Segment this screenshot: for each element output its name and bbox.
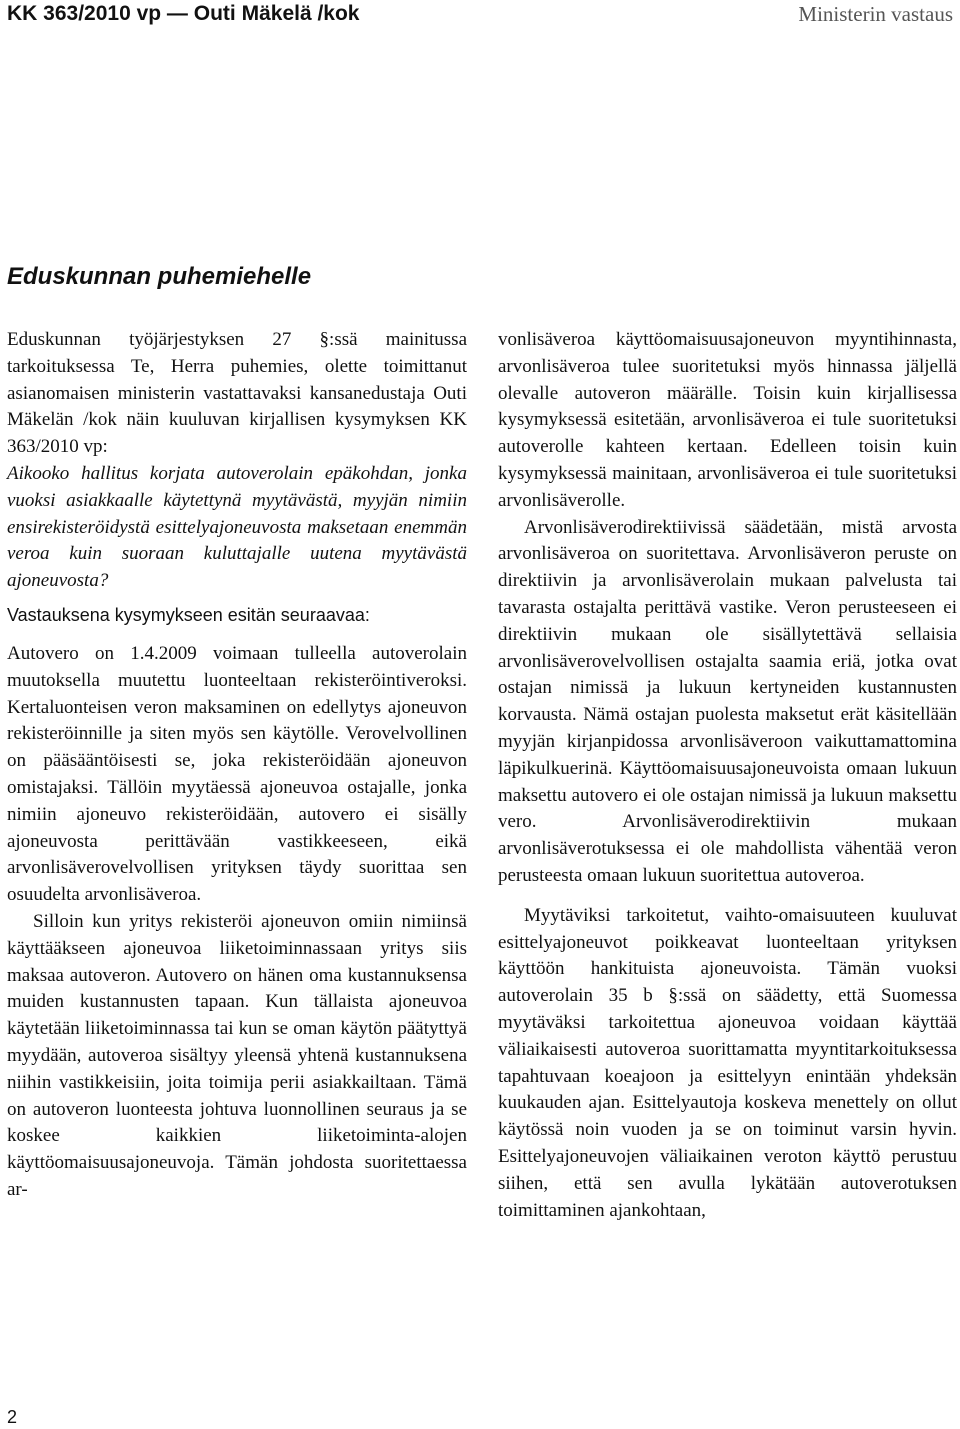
intro-paragraph: Eduskunnan työjärjestyksen 27 §:ssä mainitussa tarkoituksessa Te, Herra puhemies, olette toimittanut asianomaisen ministerin vastattavaksi kansanedustaja Outi Mäkelän /kok näin kuuluvan kirjallisen kysymyksen KK 363/2010 vp: (7, 329, 467, 458)
document-header-title: KK 363/2010 vp — Outi Mäkelä /kok (7, 2, 360, 25)
body-paragraph: Myytäviksi tarkoitetut, vaihto-omaisuuteen kuuluvat esittelyajoneuvot poikkeavat luonteeltaan yrityksen käyttöön hankituista ajoneuvoista. Tämän vuoksi autoverolain 35 b §:ssä on säädetty, että Suomessa myytäväksi tarkoitettua ajoneuvoa voidaan käyttää väliaikaisesti autoveroa suorittamatta myyntitarkoituksessa tapahtuvaan koeajoon ja esittelyyn enintään yhdeksän kuukauden ajan. Esittelyautoja koskeva menettely on ollut käytössä noin vuoden ja se on toiminut varsin hyvin. Esittelyajoneuvojen väliaikainen veroton käyttö perustuu siihen, että sen avulla lykätään autoverotuksen toimittaminen ajankohtaan, (498, 904, 957, 1221)
document-header-section: Ministerin vastaus (798, 2, 953, 26)
page-number: 2 (7, 1407, 18, 1427)
question-quote: Aikooko hallitus korjata autoverolain epäkohdan, jonka vuoksi asiakkaalle käytettynä myytävästä, myyjän nimiin ensirekisteröidystä esittelyajoneuvosta maksetaan enemmän veroa kuin suoraan kuluttajalle uutena myytävästä ajoneuvosta? (7, 462, 467, 592)
body-paragraph: Arvonlisäverodirektiivissä säädetään, mistä arvosta arvonlisäveroa on suoritettava. Arvonlisäveron peruste on direktiivin ja arvonlisäverolain mukaan palvelusta tai tavarasta ostajalta perittävä vastike. Veron perusteeseen ei direktiivin mukaan ole sisällytettävä sellaisia arvonlisäverovelvollisen ostajalta saamia eriä, jotka ovat ostajan nimissä ja lukuun kertyneiden kustannusten korvausta. Nämä ostajan puolesta maksetut erät käsitellään myyjän kirjanpidossa arvonlisäveroon vaikuttamattomina läpikulkuerinä. Käyttöomaisuusajoneuvoista omaan lukuun maksettu autovero ei ole ostajan nimissä ja lukuun maksettu vero. Arvonlisäverodirektiivin mukaan arvonlisäverotuksessa ei ole mahdollista vähentää veron perusteesta omaan lukuun suoritettua autoveroa. (498, 516, 957, 886)
salutation-heading: Eduskunnan puhemiehelle (7, 263, 312, 290)
answer-intro: Vastauksena kysymykseen esitän seuraavaa: (7, 604, 370, 625)
body-paragraph: Silloin kun yritys rekisteröi ajoneuvon omiin nimiinsä käyttääkseen ajoneuvoa liiketoiminnassaan yritys siis maksaa autoveron. Autovero on hänen oma kustannuksensa muiden kustannusten tapaan. Kun tällaista ajoneuvoa käytetään liiketoiminnassa tai kun se oman käytön päätyttyä myydään, autoveroa sisältyy yleensä yhtenä kustannuksena niihin vastikkeisiin, joita toimija perii asiakkailtaan. Tämä on autoveron luonteesta johtuva luonnollinen seuraus ja se koskee kaikkien liiketoiminta-alojen käyttöomaisuusajoneuvoja. Tämän johdosta suoritettaessa ar- (7, 910, 467, 1200)
body-paragraph: Autovero on 1.4.2009 voimaan tulleella autoverolain muutoksella muutettu luonteeltaan rekisteröintiveroksi. Kertaluonteisen veron maksaminen on edellytys ajoneuvon rekisteröinnille ja siten myös sen käytölle. Verovelvollinen on pääsääntöisesti se, joka rekisteröidään ajoneuvon omistajaksi. Tällöin myytäessä ajoneuvoa ostajalle, jonka nimiin ajoneuvo rekisteröidään, autovero ei sisälly ajoneuvosta perittävään vastikkeeseen, eikä arvonlisäverovelvollisen yrityksen täydy suorittaa sen osuudelta arvonlisäveroa. (7, 642, 467, 906)
body-paragraph: vonlisäveroa käyttöomaisuusajoneuvon myyntihinnasta, arvonlisäveroa tulee suoritetuksi myös hinnassa jäljellä olevalle autoveron määrälle. Toisin kuin kirjallisessa kysymyksessä esitetään, arvonlisäveroa ei tule suoritetuksi autoverolle kahteen kertaan. Edelleen toisin kuin kysymyksessä mainitaan, arvonlisäveroa ei tule suoritetuksi arvonlisäverolle. (498, 329, 957, 511)
left-column (7, 327, 467, 1204)
right-column (498, 327, 957, 1224)
